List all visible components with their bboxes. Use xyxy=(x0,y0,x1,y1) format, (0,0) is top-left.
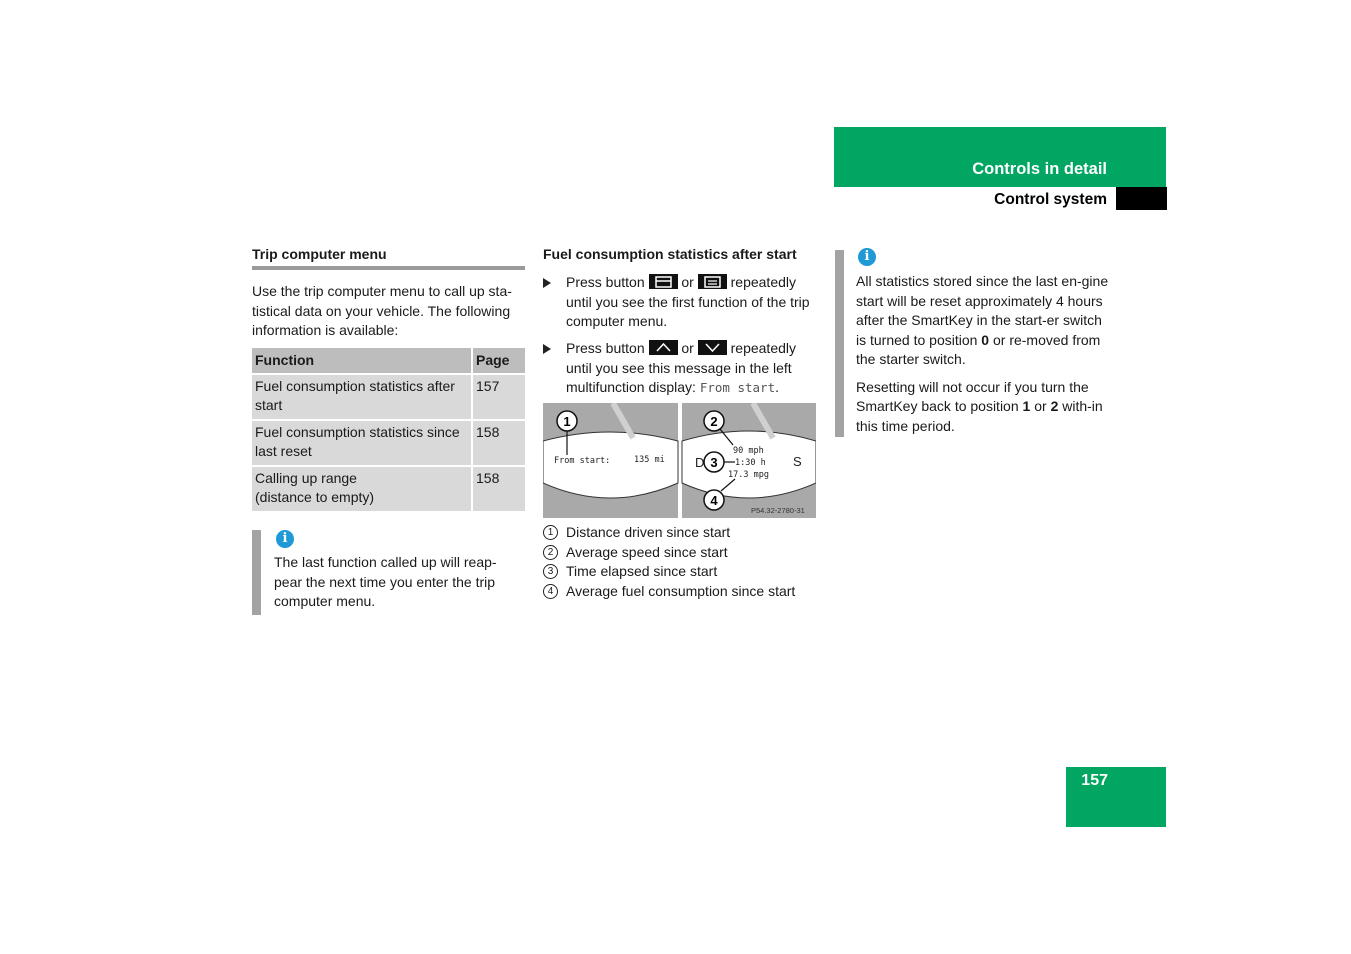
step-text: or xyxy=(681,274,694,290)
instruction-step-1 xyxy=(543,273,818,332)
info-text: All statistics stored since the last en-gine start will be reset approximately 4 hours after the SmartKey in the start-er switch is turned to position xyxy=(856,273,1109,348)
arrow-down-button-icon xyxy=(698,340,727,355)
callout-1-label: 1 xyxy=(563,414,571,429)
legend-item xyxy=(543,523,823,543)
instrument-cluster-figure xyxy=(543,403,816,518)
position-value: 0 xyxy=(981,331,990,348)
table-cell-function xyxy=(252,466,472,512)
table-row xyxy=(252,466,525,512)
table-row xyxy=(252,420,525,466)
info-text: or re-moved from the starter switch. xyxy=(856,331,1101,367)
info-icon: i xyxy=(276,530,294,548)
header-tab-marker xyxy=(1116,187,1167,210)
legend-number: 1 xyxy=(543,525,558,540)
display-speed: 90 mph xyxy=(733,446,764,456)
step-text: or xyxy=(681,340,694,356)
function-line-2: (distance to empty) xyxy=(255,489,375,505)
heading-fuel-statistics: Fuel consumption statistics after start xyxy=(543,246,797,262)
heading-rule xyxy=(252,266,525,270)
legend-text: Average fuel consumption since start xyxy=(566,582,796,599)
position-value: 2 xyxy=(1050,398,1059,414)
info-text: Resetting will not occur if you turn the SmartKey back to position xyxy=(856,378,1089,414)
display-time: 1:30 h xyxy=(735,458,766,468)
display-button-alt-icon xyxy=(698,274,727,289)
left-display-label: From start: xyxy=(554,456,611,466)
info-icon: i xyxy=(858,248,876,266)
display-message-code: From start xyxy=(699,380,776,395)
position-value: 1 xyxy=(1022,398,1031,414)
instruction-step-2 xyxy=(543,339,818,398)
table-cell-page: 158 xyxy=(472,420,525,466)
legend-item xyxy=(543,582,823,602)
table-cell-page: 158 xyxy=(472,466,525,512)
legend-text: Average speed since start xyxy=(566,543,728,560)
left-display-value: 135 mi xyxy=(634,455,665,465)
function-table xyxy=(252,348,525,513)
legend-text: Distance driven since start xyxy=(566,524,731,540)
legend-number: 4 xyxy=(543,584,558,599)
info-note-right xyxy=(856,272,1112,436)
step-text: Press button xyxy=(566,340,645,356)
figure-reference: P54.32-2780-31 xyxy=(751,506,805,515)
figure-legend xyxy=(543,523,823,601)
step-text: . xyxy=(775,379,779,395)
table-header-function: Function xyxy=(252,348,472,374)
callout-2-label: 2 xyxy=(710,414,718,429)
info-text: with-in this time period. xyxy=(856,398,1103,434)
callout-3-label: 3 xyxy=(710,455,718,470)
info-note-bar-right xyxy=(835,250,844,437)
arrow-up-button-icon xyxy=(649,340,678,355)
legend-item xyxy=(543,562,823,582)
heading-trip-computer-menu: Trip computer menu xyxy=(252,246,387,262)
display-fuel: 17.3 mpg xyxy=(728,470,769,480)
section-title: Controls in detail xyxy=(972,160,1107,178)
intro-paragraph: Use the trip computer menu to call up sta-tistical data on your vehicle. The following information is available: xyxy=(252,283,512,338)
table-cell-function: Fuel consumption statistics after start xyxy=(252,374,472,420)
table-cell-function: Fuel consumption statistics since last reset xyxy=(252,420,472,466)
bullet-arrow-icon xyxy=(543,278,551,288)
table-row xyxy=(252,374,525,420)
legend-number: 3 xyxy=(543,564,558,579)
step-text: repeatedly until you see this message in the left multifunction display: xyxy=(566,340,797,395)
subsection-title: Control system xyxy=(994,191,1107,208)
callout-4-label: 4 xyxy=(710,493,718,508)
step-text: Press button xyxy=(566,274,645,290)
info-text: or xyxy=(1034,398,1047,414)
info-paragraph-1 xyxy=(856,272,1112,370)
table-cell-page: 157 xyxy=(472,374,525,420)
display-button-icon xyxy=(649,274,678,289)
info-paragraph-2 xyxy=(856,378,1112,437)
table-header-row xyxy=(252,348,525,374)
table-header-page: Page xyxy=(472,348,525,374)
info-note-text: The last function called up will reap-pear the next time you enter the trip computer menu. xyxy=(274,554,497,609)
function-line-1: Calling up range xyxy=(255,470,357,486)
info-note-bar xyxy=(252,530,261,615)
legend-item xyxy=(543,543,823,563)
bullet-arrow-icon xyxy=(543,344,551,354)
step-text: repeatedly until you see the first function of the trip computer menu. xyxy=(566,274,810,329)
gear-indicator-left: D xyxy=(695,455,705,470)
legend-number: 2 xyxy=(543,545,558,560)
page-number: 157 xyxy=(1081,772,1108,789)
gear-indicator-right: S xyxy=(793,454,802,469)
legend-text: Time elapsed since start xyxy=(566,563,718,579)
